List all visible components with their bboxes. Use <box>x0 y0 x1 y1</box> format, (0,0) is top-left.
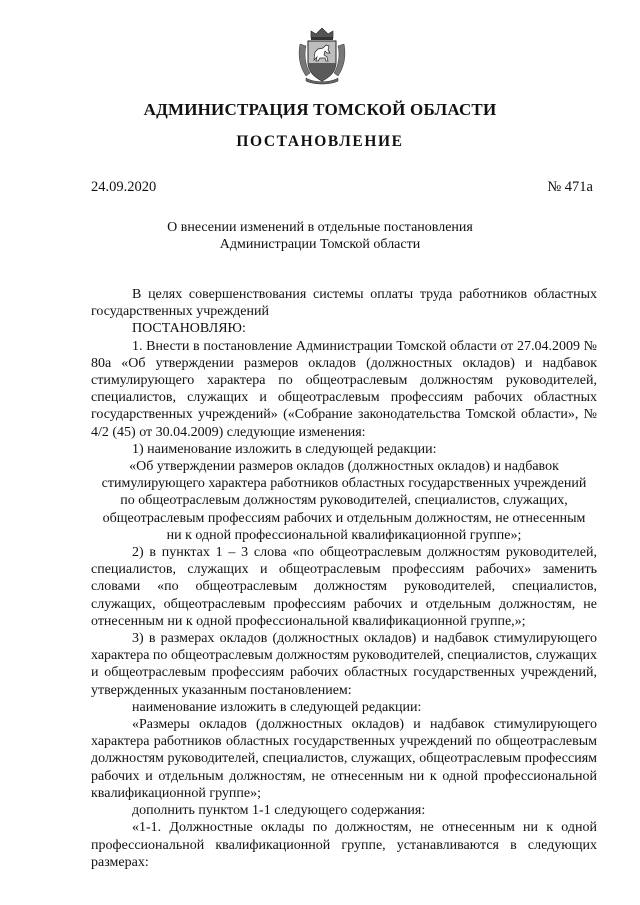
organization-name: АДМИНИСТРАЦИЯ ТОМСКОЙ ОБЛАСТИ <box>143 100 497 119</box>
subclause-3-paragraph: 3) в размерах окладов (должностных окладов) и надбавок стимулирующего характера по общеотраслевым должностям руководителей, специалистов, служащих и общеотраслевым профессиям рабочих областных государственных учреждений, утвержденных указанным постановлением: <box>91 631 597 698</box>
quoted-title-line-1: «Об утверждении размеров окладов (должностных окладов) и надбавок <box>129 459 559 475</box>
clause-1-paragraph: 1. Внести в постановление Администрации Томской области от 27.04.2009 № 80а «Об утверждении размеров окладов (должностных окладов) и надбавок стимулирующего характера по общеотраслевым должностям руководителей, специалистов, служащих и общеотраслевым профессиям рабочих областных государственных учреждений» («Собрание законодательства Томской области», № 4/2 (45) от 30.04.2009) следующие изменения: <box>91 338 597 440</box>
document-type-title: ПОСТАНОВЛЕНИЕ <box>236 133 404 150</box>
document-body <box>91 286 597 888</box>
document-date: 24.09.2020 <box>91 179 157 195</box>
point-1-1-paragraph: «1-1. Должностные оклады по должностям, не отнесенным ни к одной профессиональной квалификационной группе, устанавливаются в следующих размерах: <box>91 820 597 870</box>
add-point-instruction-paragraph: дополнить пунктом 1-1 следующего содержания: <box>132 803 426 819</box>
quoted-title-line-4: общеотраслевым профессиям рабочих и отдельным должностям, не отнесенным <box>102 510 586 526</box>
decree-word: ПОСТАНОВЛЯЮ: <box>132 321 246 337</box>
preamble-paragraph: В целях совершенствования системы оплаты труда работников областных государственных учреждений <box>91 287 597 320</box>
subclause-1-paragraph: 1) наименование изложить в следующей редакции: <box>132 441 437 457</box>
quoted-title-line-5: ни к одной профессиональной квалификационной группе»; <box>166 527 522 543</box>
document-number: № 471а <box>547 179 593 195</box>
quoted-title-line-3: по общеотраслевым должностям руководителей, специалистов, служащих, <box>120 493 568 509</box>
document-subject <box>0 219 640 253</box>
subject-line-2: Администрации Томской области <box>219 237 421 252</box>
rename-instruction-paragraph: наименование изложить в следующей редакции: <box>132 699 422 715</box>
tomsk-coat-of-arms-icon <box>296 26 348 86</box>
new-title-paragraph: «Размеры окладов (должностных окладов) и надбавок стимулирующего характера работников областных государственных учреждений по общеотраслевым должностям руководителей, специалистов, служащих, общеотраслевым профессиям рабочих и отдельным должностям, не отнесенным ни к одной профессиональной квалификационной группе»; <box>91 717 597 801</box>
subclause-2-paragraph: 2) в пунктах 1 – 3 слова «по общеотраслевым должностям руководителей, специалистов, служащих и общеотраслевым профессиям рабочих» заменить словами «по общеотраслевым должностям руководителей, специалистов, служащих, общеотраслевым профессиям рабочих и отдельным должностям, не отнесенным ни к одной профессиональной квалификационной группе,»; <box>91 545 597 629</box>
quoted-title-line-2: стимулирующего характера работников областных государственных учреждений <box>101 476 587 492</box>
subject-line-1: О внесении изменений в отдельные постановления <box>167 220 473 235</box>
